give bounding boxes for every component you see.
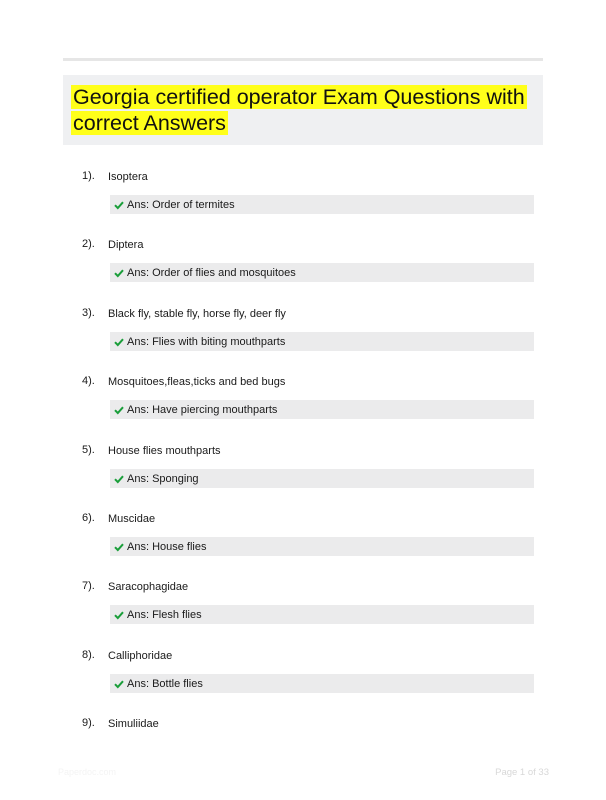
footer-watermark: Paperdoc.com [58,767,117,777]
checkmark-icon [114,405,124,415]
answer-text: Ans: Flesh flies [127,608,202,621]
question-text: Calliphoridae [108,650,173,662]
checkmark-icon [114,542,124,552]
checkmark-icon [114,268,124,278]
qa-item-7 [0,579,606,639]
question-number: 5). [82,444,95,456]
answer-box [110,263,534,282]
checkmark-icon [114,200,124,210]
question-number: 3). [82,307,95,319]
question-text: Diptera [108,239,144,251]
question-text: Black fly, stable fly, horse fly, deer fly [108,308,286,320]
answer-box [110,400,534,419]
page-number: Page 1 of 33 [495,767,549,778]
answer-text: Ans: House flies [127,540,207,553]
qa-item-8 [0,648,606,708]
question-text: House flies mouthparts [108,445,221,457]
question-number: 4). [82,375,95,387]
title-box [63,75,543,145]
document-title: Georgia certified operator Exam Questions with correct Answers [73,85,525,135]
answer-box [110,195,534,214]
question-text: Mosquitoes,fleas,ticks and bed bugs [108,376,286,388]
checkmark-icon [114,679,124,689]
qa-item-6 [0,511,606,571]
question-text: Saracophagidae [108,581,189,593]
qa-item-2 [0,237,606,297]
qa-item-5 [0,443,606,503]
question-number: 1). [82,170,95,182]
question-number: 8). [82,649,95,661]
answer-text: Ans: Flies with biting mouthparts [127,335,286,348]
answer-box [110,674,534,693]
answer-text: Ans: Order of flies and mosquitoes [127,266,296,279]
answer-box [110,537,534,556]
question-text: Isoptera [108,171,148,183]
question-text: Simuliidae [108,718,159,730]
answer-box [110,469,534,488]
answer-text: Ans: Bottle flies [127,677,203,690]
qa-item-3 [0,306,606,366]
checkmark-icon [114,337,124,347]
answer-text: Ans: Sponging [127,472,199,485]
question-number: 7). [82,580,95,592]
question-text: Muscidae [108,513,156,525]
top-rule [63,58,543,61]
answer-text: Ans: Have piercing mouthparts [127,403,278,416]
checkmark-icon [114,610,124,620]
question-number: 6). [82,512,95,524]
answer-box [110,332,534,351]
question-number: 9). [82,717,95,729]
answer-box [110,605,534,624]
qa-item-1 [0,169,606,229]
qa-item-4 [0,374,606,434]
checkmark-icon [114,474,124,484]
question-number: 2). [82,238,95,250]
answer-text: Ans: Order of termites [127,198,235,211]
